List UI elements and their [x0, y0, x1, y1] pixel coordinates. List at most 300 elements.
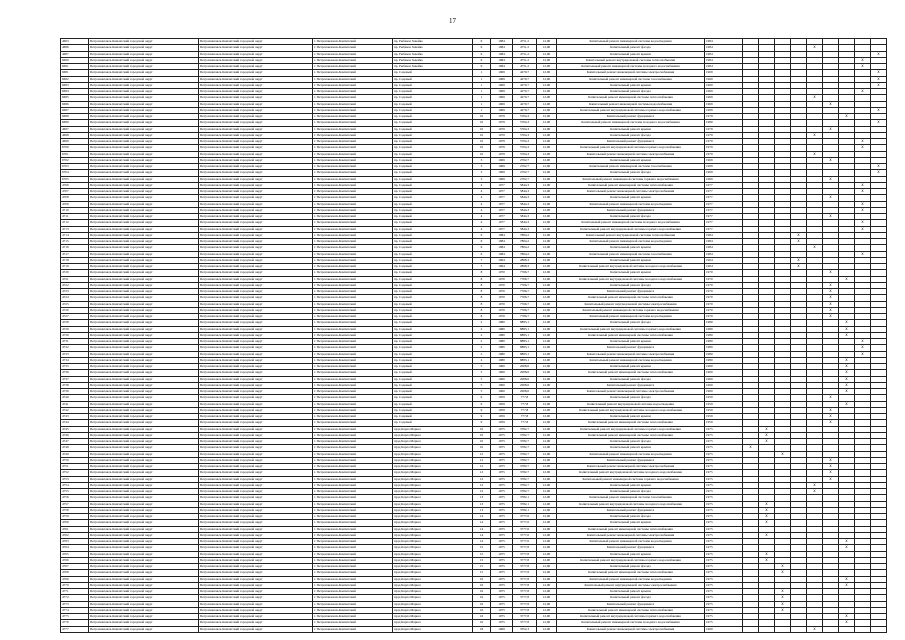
area-cell: 3777,8: [513, 582, 537, 588]
street-cell: прзд Карла Маркса: [393, 476, 473, 482]
okrug-cell: Петропавловск-Камчатский городской округ: [89, 107, 199, 113]
year-built-cell: 1969: [491, 107, 513, 113]
work-year-cell: 1970: [705, 282, 743, 288]
municipality-cell: Петропавловск-Камчатский городской округ: [199, 176, 313, 182]
schedule-mark-cell: X: [807, 132, 823, 138]
row-id-cell: 4751: [61, 464, 89, 470]
municipality-cell: Петропавловск-Камчатский городской округ: [199, 314, 313, 320]
building-cell: 13: [473, 495, 491, 501]
okrug-cell: Петропавловск-Камчатский городской округ: [89, 170, 199, 176]
register-table-body: [61, 39, 887, 633]
municipality-cell: Петропавловск-Камчатский городской округ: [199, 301, 313, 307]
work-year-cell: 1969: [705, 82, 743, 88]
table-row: [61, 626, 887, 632]
work-year-cell: 1984: [705, 45, 743, 51]
work-year-cell: 1959: [705, 420, 743, 426]
area-cell: 777,8: [513, 420, 537, 426]
area-cell: 3777,8: [513, 589, 537, 595]
year-built-cell: 1979: [491, 145, 513, 151]
work-type-cell: Капитальный ремонт внутридомовой системы холодного водоснабжения: [557, 407, 705, 413]
work-type-cell: Капитальный ремонт внутридомовой системы холодного водоснабжения: [557, 264, 705, 270]
area-cell: 3777,8: [513, 570, 537, 576]
street-cell: пр. Рыбаков Завойко: [393, 57, 473, 63]
schedule-mark-cell: X: [775, 570, 791, 576]
street-cell: пр. Садовый: [393, 176, 473, 182]
work-type-cell: Капитальный ремонт фундамента: [557, 507, 705, 513]
city-cell: г. Петропавловск-Камчатский: [313, 270, 393, 276]
city-cell: г. Петропавловск-Камчатский: [313, 282, 393, 288]
area-cell: 3777,8: [513, 620, 537, 626]
row-id-cell: 4727: [61, 314, 89, 320]
city-cell: г. Петропавловск-Камчатский: [313, 295, 393, 301]
work-year-cell: 1975: [705, 470, 743, 476]
municipality-cell: Петропавловск-Камчатский городской округ: [199, 89, 313, 95]
municipality-cell: Петропавловск-Камчатский городской округ: [199, 395, 313, 401]
work-year-cell: 1975: [705, 614, 743, 620]
municipality-cell: Петропавловск-Камчатский городской округ: [199, 382, 313, 388]
okrug-cell: Петропавловск-Камчатский городской округ: [89, 257, 199, 263]
street-cell: пр. Садовый: [393, 201, 473, 207]
row-id-cell: 4750: [61, 457, 89, 463]
floors-cell: 12,00: [537, 70, 557, 76]
street-cell: прзд Карла Маркса: [393, 551, 473, 557]
street-cell: пр. Садовый: [393, 126, 473, 132]
floors-cell: 12,00: [537, 607, 557, 613]
municipality-cell: Петропавловск-Камчатский городской округ: [199, 339, 313, 345]
municipality-cell: Петропавловск-Камчатский городской округ: [199, 420, 313, 426]
row-id-cell: 6684: [61, 89, 89, 95]
year-built-cell: 1975: [491, 489, 513, 495]
floors-cell: 12,00: [537, 376, 557, 382]
year-built-cell: 1975: [491, 526, 513, 532]
row-id-cell: 4723: [61, 289, 89, 295]
municipality-cell: Петропавловск-Камчатский городской округ: [199, 51, 313, 57]
city-cell: г. Петропавловск-Камчатский: [313, 457, 393, 463]
city-cell: г. Петропавловск-Камчатский: [313, 164, 393, 170]
work-type-cell: Капитальный ремонт инженерной системы водоотведения: [557, 576, 705, 582]
city-cell: г. Петропавловск-Камчатский: [313, 226, 393, 232]
row-id-cell: 4760: [61, 520, 89, 526]
city-cell: г. Петропавловск-Камчатский: [313, 514, 393, 520]
floors-cell: 12,00: [537, 595, 557, 601]
work-year-cell: 1979: [705, 145, 743, 151]
row-id-cell: 4725: [61, 301, 89, 307]
year-built-cell: 1975: [491, 439, 513, 445]
municipality-cell: Петропавловск-Камчатский городской округ: [199, 451, 313, 457]
city-cell: г. Петропавловск-Камчатский: [313, 532, 393, 538]
area-cell: 3782,7: [513, 470, 537, 476]
year-built-cell: 1960: [491, 370, 513, 376]
okrug-cell: Петропавловск-Камчатский городской округ: [89, 582, 199, 588]
street-cell: пр. Садовый: [393, 226, 473, 232]
municipality-cell: Петропавловск-Камчатский городской округ: [199, 557, 313, 563]
year-built-cell: 1984: [491, 64, 513, 70]
street-cell: пр. Садовый: [393, 320, 473, 326]
floors-cell: 12,00: [537, 382, 557, 388]
work-year-cell: 1980: [705, 332, 743, 338]
schedule-mark-cell: [775, 626, 791, 632]
municipality-cell: Петропавловск-Камчатский городской округ: [199, 507, 313, 513]
floors-cell: 12,00: [537, 276, 557, 282]
street-cell: пр. Садовый: [393, 401, 473, 407]
okrug-cell: Петропавловск-Камчатский городской округ: [89, 570, 199, 576]
municipality-cell: Петропавловск-Камчатский городской округ: [199, 470, 313, 476]
street-cell: прзд Карла Маркса: [393, 501, 473, 507]
schedule-mark-cell: X: [775, 601, 791, 607]
street-cell: пр. Садовый: [393, 295, 473, 301]
work-year-cell: 1975: [705, 476, 743, 482]
schedule-mark-cell: [839, 626, 855, 632]
okrug-cell: Петропавловск-Камчатский городской округ: [89, 445, 199, 451]
register-table: [60, 38, 887, 633]
work-year-cell: 1975: [705, 607, 743, 613]
municipality-cell: Петропавловск-Камчатский городской округ: [199, 582, 313, 588]
city-cell: г. Петропавловск-Камчатский: [313, 107, 393, 113]
okrug-cell: Петропавловск-Камчатский городской округ: [89, 526, 199, 532]
floors-cell: 12,00: [537, 576, 557, 582]
building-cell: 5: [473, 370, 491, 376]
row-id-cell: 6705: [61, 176, 89, 182]
work-type-cell: Капитальный ремонт инженерной системы теплоснабжения: [557, 95, 705, 101]
floors-cell: 12,00: [537, 614, 557, 620]
area-cell: 5704,3: [513, 126, 537, 132]
okrug-cell: Петропавловск-Камчатский городской округ: [89, 64, 199, 70]
year-built-cell: 1975: [491, 432, 513, 438]
row-id-cell: 4773: [61, 601, 89, 607]
schedule-mark-cell: X: [775, 451, 791, 457]
municipality-cell: Петропавловск-Камчатский городской округ: [199, 389, 313, 395]
row-id-cell: 6688: [61, 114, 89, 120]
city-cell: г. Петропавловск-Камчатский: [313, 601, 393, 607]
building-cell: 13: [473, 501, 491, 507]
row-id-cell: 6689: [61, 120, 89, 126]
year-built-cell: 1979: [491, 132, 513, 138]
work-year-cell: 1970: [705, 270, 743, 276]
schedule-mark-cell: X: [871, 107, 887, 113]
municipality-cell: Петропавловск-Камчатский городской округ: [199, 220, 313, 226]
city-cell: г. Петропавловск-Камчатский: [313, 307, 393, 313]
schedule-mark-cell: [823, 626, 839, 632]
work-type-cell: Капитальный ремонт крыши: [557, 195, 705, 201]
floors-cell: 12,00: [537, 570, 557, 576]
schedule-mark-cell: X: [839, 539, 855, 545]
work-year-cell: 1975: [705, 589, 743, 595]
area-cell: 8883,1: [513, 332, 537, 338]
work-year-cell: 1984: [705, 57, 743, 63]
floors-cell: 12,00: [537, 495, 557, 501]
municipality-cell: Петропавловск-Камчатский городской округ: [199, 357, 313, 363]
city-cell: г. Петропавловск-Камчатский: [313, 582, 393, 588]
work-year-cell: 1977: [705, 214, 743, 220]
building-cell: 18: [473, 626, 491, 632]
city-cell: г. Петропавловск-Камчатский: [313, 576, 393, 582]
floors-cell: 12,00: [537, 120, 557, 126]
work-type-cell: Капитальный ремонт фундамента: [557, 139, 705, 145]
work-year-cell: 1969: [705, 164, 743, 170]
city-cell: г. Петропавловск-Камчатский: [313, 182, 393, 188]
year-built-cell: 1959: [491, 395, 513, 401]
schedule-mark-cell: X: [823, 414, 839, 420]
work-type-cell: Капитальный ремонт фасада: [557, 376, 705, 382]
work-year-cell: 1975: [705, 520, 743, 526]
work-type-cell: Капитальный ремонт инженерной системы водоотведения: [557, 314, 705, 320]
schedule-mark-cell: X: [823, 295, 839, 301]
okrug-cell: Петропавловск-Камчатский городской округ: [89, 214, 199, 220]
area-cell: 7766,7: [513, 289, 537, 295]
row-id-cell: 4722: [61, 282, 89, 288]
row-id-cell: 4770: [61, 582, 89, 588]
okrug-cell: Петропавловск-Камчатский городской округ: [89, 551, 199, 557]
building-cell: 10: [473, 114, 491, 120]
okrug-cell: Петропавловск-Камчатский городской округ: [89, 264, 199, 270]
building-cell: 2: [473, 345, 491, 351]
floors-cell: 12,00: [537, 132, 557, 138]
work-type-cell: Капитальный ремонт фасада: [557, 564, 705, 570]
building-cell: 8: [473, 282, 491, 288]
floors-cell: 12,00: [537, 320, 557, 326]
work-type-cell: Капитальный ремонт фасада: [557, 132, 705, 138]
schedule-mark-cell: [855, 626, 871, 632]
floors-cell: 12,00: [537, 439, 557, 445]
building-cell: 4: [473, 201, 491, 207]
schedule-mark-cell: X: [775, 595, 791, 601]
work-type-cell: Капитальный ремонт внутридомовой системы электроснабжения: [557, 582, 705, 588]
building-cell: 16: [473, 589, 491, 595]
schedule-mark-cell: X: [855, 189, 871, 195]
municipality-cell: Петропавловск-Камчатский городской округ: [199, 545, 313, 551]
year-built-cell: 1977: [491, 214, 513, 220]
building-cell: 6: [473, 245, 491, 251]
work-type-cell: Капитальный ремонт внутридомовой системы теплоснабжения: [557, 57, 705, 63]
street-cell: прзд Карла Маркса: [393, 589, 473, 595]
area-cell: 4270,7: [513, 76, 537, 82]
area-cell: 777,8: [513, 401, 537, 407]
work-year-cell: 1975: [705, 507, 743, 513]
work-type-cell: Капитальный ремонт инженерной системы водоотведения: [557, 357, 705, 363]
building-cell: 9: [473, 420, 491, 426]
okrug-cell: Петропавловск-Камчатский городской округ: [89, 226, 199, 232]
city-cell: г. Петропавловск-Камчатский: [313, 320, 393, 326]
street-cell: прзд Карла Маркса: [393, 595, 473, 601]
row-id-cell: 4711: [61, 214, 89, 220]
schedule-mark-cell: X: [855, 64, 871, 70]
city-cell: г. Петропавловск-Камчатский: [313, 132, 393, 138]
year-built-cell: 1975: [491, 507, 513, 513]
year-built-cell: 1975: [491, 501, 513, 507]
city-cell: г. Петропавловск-Камчатский: [313, 220, 393, 226]
schedule-mark-cell: X: [791, 257, 807, 263]
city-cell: г. Петропавловск-Камчатский: [313, 389, 393, 395]
floors-cell: 12,00: [537, 332, 557, 338]
okrug-cell: Петропавловск-Камчатский городской округ: [89, 114, 199, 120]
area-cell: 3777,8: [513, 614, 537, 620]
row-id-cell: 4687: [61, 51, 89, 57]
floors-cell: 12,00: [537, 620, 557, 626]
schedule-mark-cell: X: [759, 557, 775, 563]
work-type-cell: Капитальный ремонт инженерной системы газоснабжения: [557, 76, 705, 82]
year-built-cell: 1975: [491, 576, 513, 582]
okrug-cell: Петропавловск-Камчатский городской округ: [89, 395, 199, 401]
city-cell: г. Петропавловск-Камчатский: [313, 551, 393, 557]
municipality-cell: Петропавловск-Камчатский городской округ: [199, 82, 313, 88]
building-cell: 12: [473, 470, 491, 476]
schedule-mark-cell: X: [807, 245, 823, 251]
year-built-cell: 1975: [491, 595, 513, 601]
schedule-mark-cell: X: [823, 457, 839, 463]
street-cell: пр. Садовый: [393, 114, 473, 120]
work-year-cell: 1975: [705, 545, 743, 551]
area-cell: 3777,8: [513, 545, 537, 551]
street-cell: пр. Садовый: [393, 301, 473, 307]
floors-cell: 12,00: [537, 551, 557, 557]
work-year-cell: 1975: [705, 551, 743, 557]
area-cell: 5844,3: [513, 220, 537, 226]
year-built-cell: 1964: [491, 264, 513, 270]
okrug-cell: Петропавловск-Камчатский городской округ: [89, 307, 199, 313]
city-cell: г. Петропавловск-Камчатский: [313, 557, 393, 563]
street-cell: пр. Садовый: [393, 164, 473, 170]
street-cell: пр. Садовый: [393, 245, 473, 251]
work-year-cell: 1969: [705, 107, 743, 113]
work-type-cell: Капитальный ремонт крыши: [557, 551, 705, 557]
floors-cell: 12,00: [537, 176, 557, 182]
street-cell: прзд Карла Маркса: [393, 576, 473, 582]
area-cell: 7766,7: [513, 295, 537, 301]
schedule-mark-cell: X: [823, 282, 839, 288]
floors-cell: 12,00: [537, 426, 557, 432]
street-cell: пр. Садовый: [393, 170, 473, 176]
row-id-cell: 6701: [61, 151, 89, 157]
schedule-mark-cell: X: [871, 120, 887, 126]
municipality-cell: Петропавловск-Камчатский городской округ: [199, 345, 313, 351]
street-cell: пр. Садовый: [393, 420, 473, 426]
street-cell: пр. Садовый: [393, 407, 473, 413]
okrug-cell: Петропавловск-Камчатский городской округ: [89, 326, 199, 332]
area-cell: 777,8: [513, 395, 537, 401]
street-cell: прзд Карла Маркса: [393, 582, 473, 588]
area-cell: 3777,6: [513, 539, 537, 545]
work-type-cell: Капитальный ремонт фасада: [557, 439, 705, 445]
okrug-cell: Петропавловск-Камчатский городской округ: [89, 157, 199, 163]
work-year-cell: 1975: [705, 620, 743, 626]
work-type-cell: Капитальный ремонт инженерной системы теплоснабжения: [557, 570, 705, 576]
work-type-cell: Капитальный ремонт инженерной системы газоснабжения: [557, 164, 705, 170]
street-cell: прзд Карла Маркса: [393, 626, 473, 632]
street-cell: пр. Садовый: [393, 195, 473, 201]
work-type-cell: Капитальный ремонт внутридомовой системы горячего водоснабжения: [557, 326, 705, 332]
area-cell: 5844,3: [513, 214, 537, 220]
work-year-cell: 1970: [705, 276, 743, 282]
area-cell: 5844,3: [513, 201, 537, 207]
year-built-cell: 1980: [491, 357, 513, 363]
year-built-cell: 1980: [491, 345, 513, 351]
schedule-mark-cell: X: [871, 51, 887, 57]
schedule-mark-cell: X: [759, 426, 775, 432]
schedule-mark-cell: X: [839, 370, 855, 376]
schedule-mark-cell: X: [791, 264, 807, 270]
city-cell: г. Петропавловск-Камчатский: [313, 370, 393, 376]
row-id-cell: 4746: [61, 432, 89, 438]
work-type-cell: Капитальный ремонт фундамента: [557, 545, 705, 551]
building-cell: 12: [473, 482, 491, 488]
municipality-cell: Петропавловск-Камчатский городской округ: [199, 295, 313, 301]
floors-cell: 12,00: [537, 414, 557, 420]
work-year-cell: 1959: [705, 395, 743, 401]
area-cell: 3777,8: [513, 564, 537, 570]
row-id-cell: 4772: [61, 595, 89, 601]
okrug-cell: Петропавловск-Камчатский городской округ: [89, 182, 199, 188]
floors-cell: 12,00: [537, 39, 557, 45]
okrug-cell: Петропавловск-Камчатский городской округ: [89, 626, 199, 632]
building-cell: 15: [473, 570, 491, 576]
floors-cell: 12,00: [537, 451, 557, 457]
municipality-cell: Петропавловск-Камчатский городской округ: [199, 107, 313, 113]
work-year-cell: 1959: [705, 407, 743, 413]
schedule-mark-cell: X: [855, 207, 871, 213]
year-built-cell: 1975: [491, 614, 513, 620]
building-cell: 4: [473, 195, 491, 201]
schedule-mark-cell: X: [807, 95, 823, 101]
area-cell: 3777,8: [513, 595, 537, 601]
city-cell: г. Петропавловск-Камчатский: [313, 332, 393, 338]
street-cell: пр. Садовый: [393, 139, 473, 145]
area-cell: 7804,2: [513, 239, 537, 245]
work-type-cell: Капитальный ремонт крыши: [557, 445, 705, 451]
okrug-cell: Петропавловск-Камчатский городской округ: [89, 439, 199, 445]
street-cell: прзд Карла Маркса: [393, 514, 473, 520]
street-cell: пр. Садовый: [393, 151, 473, 157]
floors-cell: 12,00: [537, 282, 557, 288]
municipality-cell: Петропавловск-Камчатский городской округ: [199, 232, 313, 238]
street-cell: прзд Карла Маркса: [393, 570, 473, 576]
street-cell: пр. Садовый: [393, 251, 473, 257]
building-cell: 12: [473, 451, 491, 457]
year-built-cell: 1977: [491, 195, 513, 201]
okrug-cell: Петропавловск-Камчатский городской округ: [89, 426, 199, 432]
city-cell: г. Петропавловск-Камчатский: [313, 207, 393, 213]
street-cell: пр. Рыбаков Завойко: [393, 51, 473, 57]
okrug-cell: Петропавловск-Камчатский городской округ: [89, 51, 199, 57]
floors-cell: 12,00: [537, 64, 557, 70]
street-cell: прзд Карла Маркса: [393, 495, 473, 501]
city-cell: г. Петропавловск-Камчатский: [313, 264, 393, 270]
area-cell: 7804,2: [513, 245, 537, 251]
area-cell: 3777,8: [513, 576, 537, 582]
year-built-cell: 1984: [491, 251, 513, 257]
work-year-cell: 1977: [705, 201, 743, 207]
schedule-mark-cell: X: [823, 270, 839, 276]
work-type-cell: Капитальный ремонт инженерной системы электроснабжения: [557, 389, 705, 395]
area-cell: 3782,7: [513, 476, 537, 482]
street-cell: прзд Карла Маркса: [393, 545, 473, 551]
row-id-cell: 4710: [61, 207, 89, 213]
year-built-cell: 1975: [491, 520, 513, 526]
floors-cell: 12,00: [537, 220, 557, 226]
work-type-cell: Капитальный ремонт фундамента: [557, 114, 705, 120]
row-id-cell: 4755: [61, 489, 89, 495]
okrug-cell: Петропавловск-Камчатский городской округ: [89, 545, 199, 551]
work-year-cell: 1969: [705, 170, 743, 176]
building-cell: 16: [473, 607, 491, 613]
floors-cell: 12,00: [537, 389, 557, 395]
street-cell: прзд Карла Маркса: [393, 607, 473, 613]
area-cell: 3777,6: [513, 514, 537, 520]
floors-cell: 12,00: [537, 245, 557, 251]
row-id-cell: 4754: [61, 482, 89, 488]
street-cell: пр. Садовый: [393, 395, 473, 401]
area-cell: 4751,2: [513, 64, 537, 70]
work-year-cell: 1964: [705, 257, 743, 263]
